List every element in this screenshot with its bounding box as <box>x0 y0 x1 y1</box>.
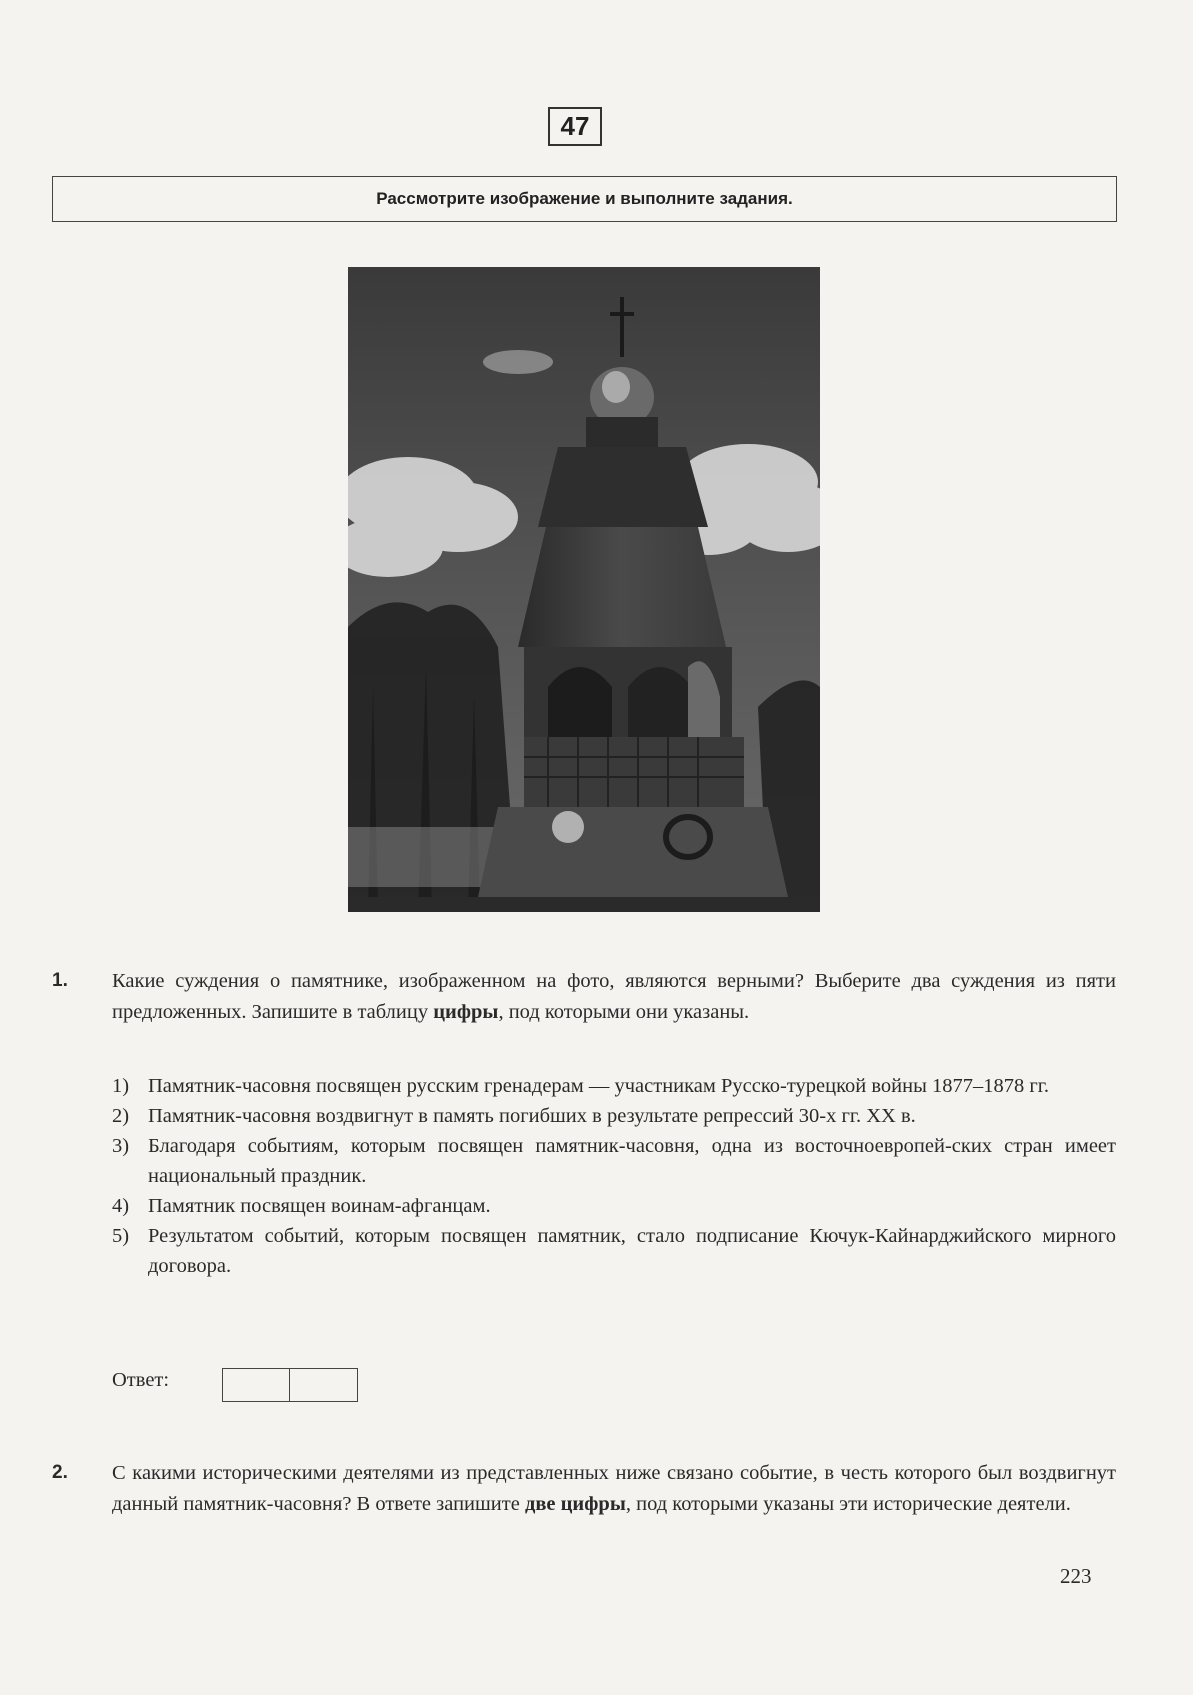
option-number: 3) <box>112 1135 130 1157</box>
option-text: Благодаря событиям, которым посвящен памятник-часовня, одна из восточноевропей-ских стран имеет национальный праздник. <box>148 1135 1116 1187</box>
monument-photo-icon <box>348 267 820 912</box>
instruction-text: Рассмотрите изображение и выполните задания. <box>376 189 793 208</box>
list-item <box>112 1071 1116 1101</box>
question-2-number: 2. <box>52 1462 68 1483</box>
list-item <box>112 1131 1116 1191</box>
list-item <box>112 1221 1116 1281</box>
question-2-text <box>112 1458 1116 1520</box>
option-number: 5) <box>112 1225 130 1247</box>
options-list <box>112 1071 1116 1281</box>
option-text: Памятник посвящен воинам-афганцам. <box>148 1195 491 1217</box>
option-number: 1) <box>112 1075 130 1097</box>
question-1-text <box>112 966 1116 1028</box>
question-1-text-part: , под которыми они указаны. <box>498 1001 750 1023</box>
answer-label: Ответ: <box>112 1369 170 1391</box>
question-2-text-bold: две цифры <box>524 1493 626 1515</box>
instruction-box <box>52 176 1117 222</box>
task-number: 47 <box>548 107 602 146</box>
question-1-text-bold: цифры <box>433 1001 499 1023</box>
list-item <box>112 1101 1116 1131</box>
answer-cell-1[interactable] <box>222 1368 290 1402</box>
question-2-text-part: С какими историческими деятелями из представленных ниже связано событие, в честь которого был воздвигнут данный памятник-часовня? В ответе запишите <box>112 1462 1116 1515</box>
question-1-number: 1. <box>52 970 68 991</box>
option-number: 4) <box>112 1195 130 1217</box>
option-text: Памятник-часовня посвящен русским гренадерам — участникам Русско-турецкой войны 1877–1878 гг. <box>148 1075 1049 1097</box>
option-text: Памятник-часовня воздвигнут в память погибших в результате репрессий 30-х гг. XX в. <box>148 1105 916 1127</box>
question-2-text-part: , под которыми указаны эти исторические деятели. <box>625 1493 1071 1515</box>
answer-cell-2[interactable] <box>290 1368 358 1402</box>
answer-boxes <box>222 1368 358 1402</box>
option-text: Результатом событий, которым посвящен памятник, стало подписание Кючук-Кайнарджийского мирного договора. <box>148 1225 1116 1277</box>
question-1-text-part: Какие суждения о памятнике, изображенном на фото, являются верными? Выберите два суждения из пяти предложенных. Запишите в таблицу <box>112 970 1116 1023</box>
page-number: 223 <box>1060 1564 1092 1588</box>
list-item <box>112 1191 1116 1221</box>
option-number: 2) <box>112 1105 130 1127</box>
